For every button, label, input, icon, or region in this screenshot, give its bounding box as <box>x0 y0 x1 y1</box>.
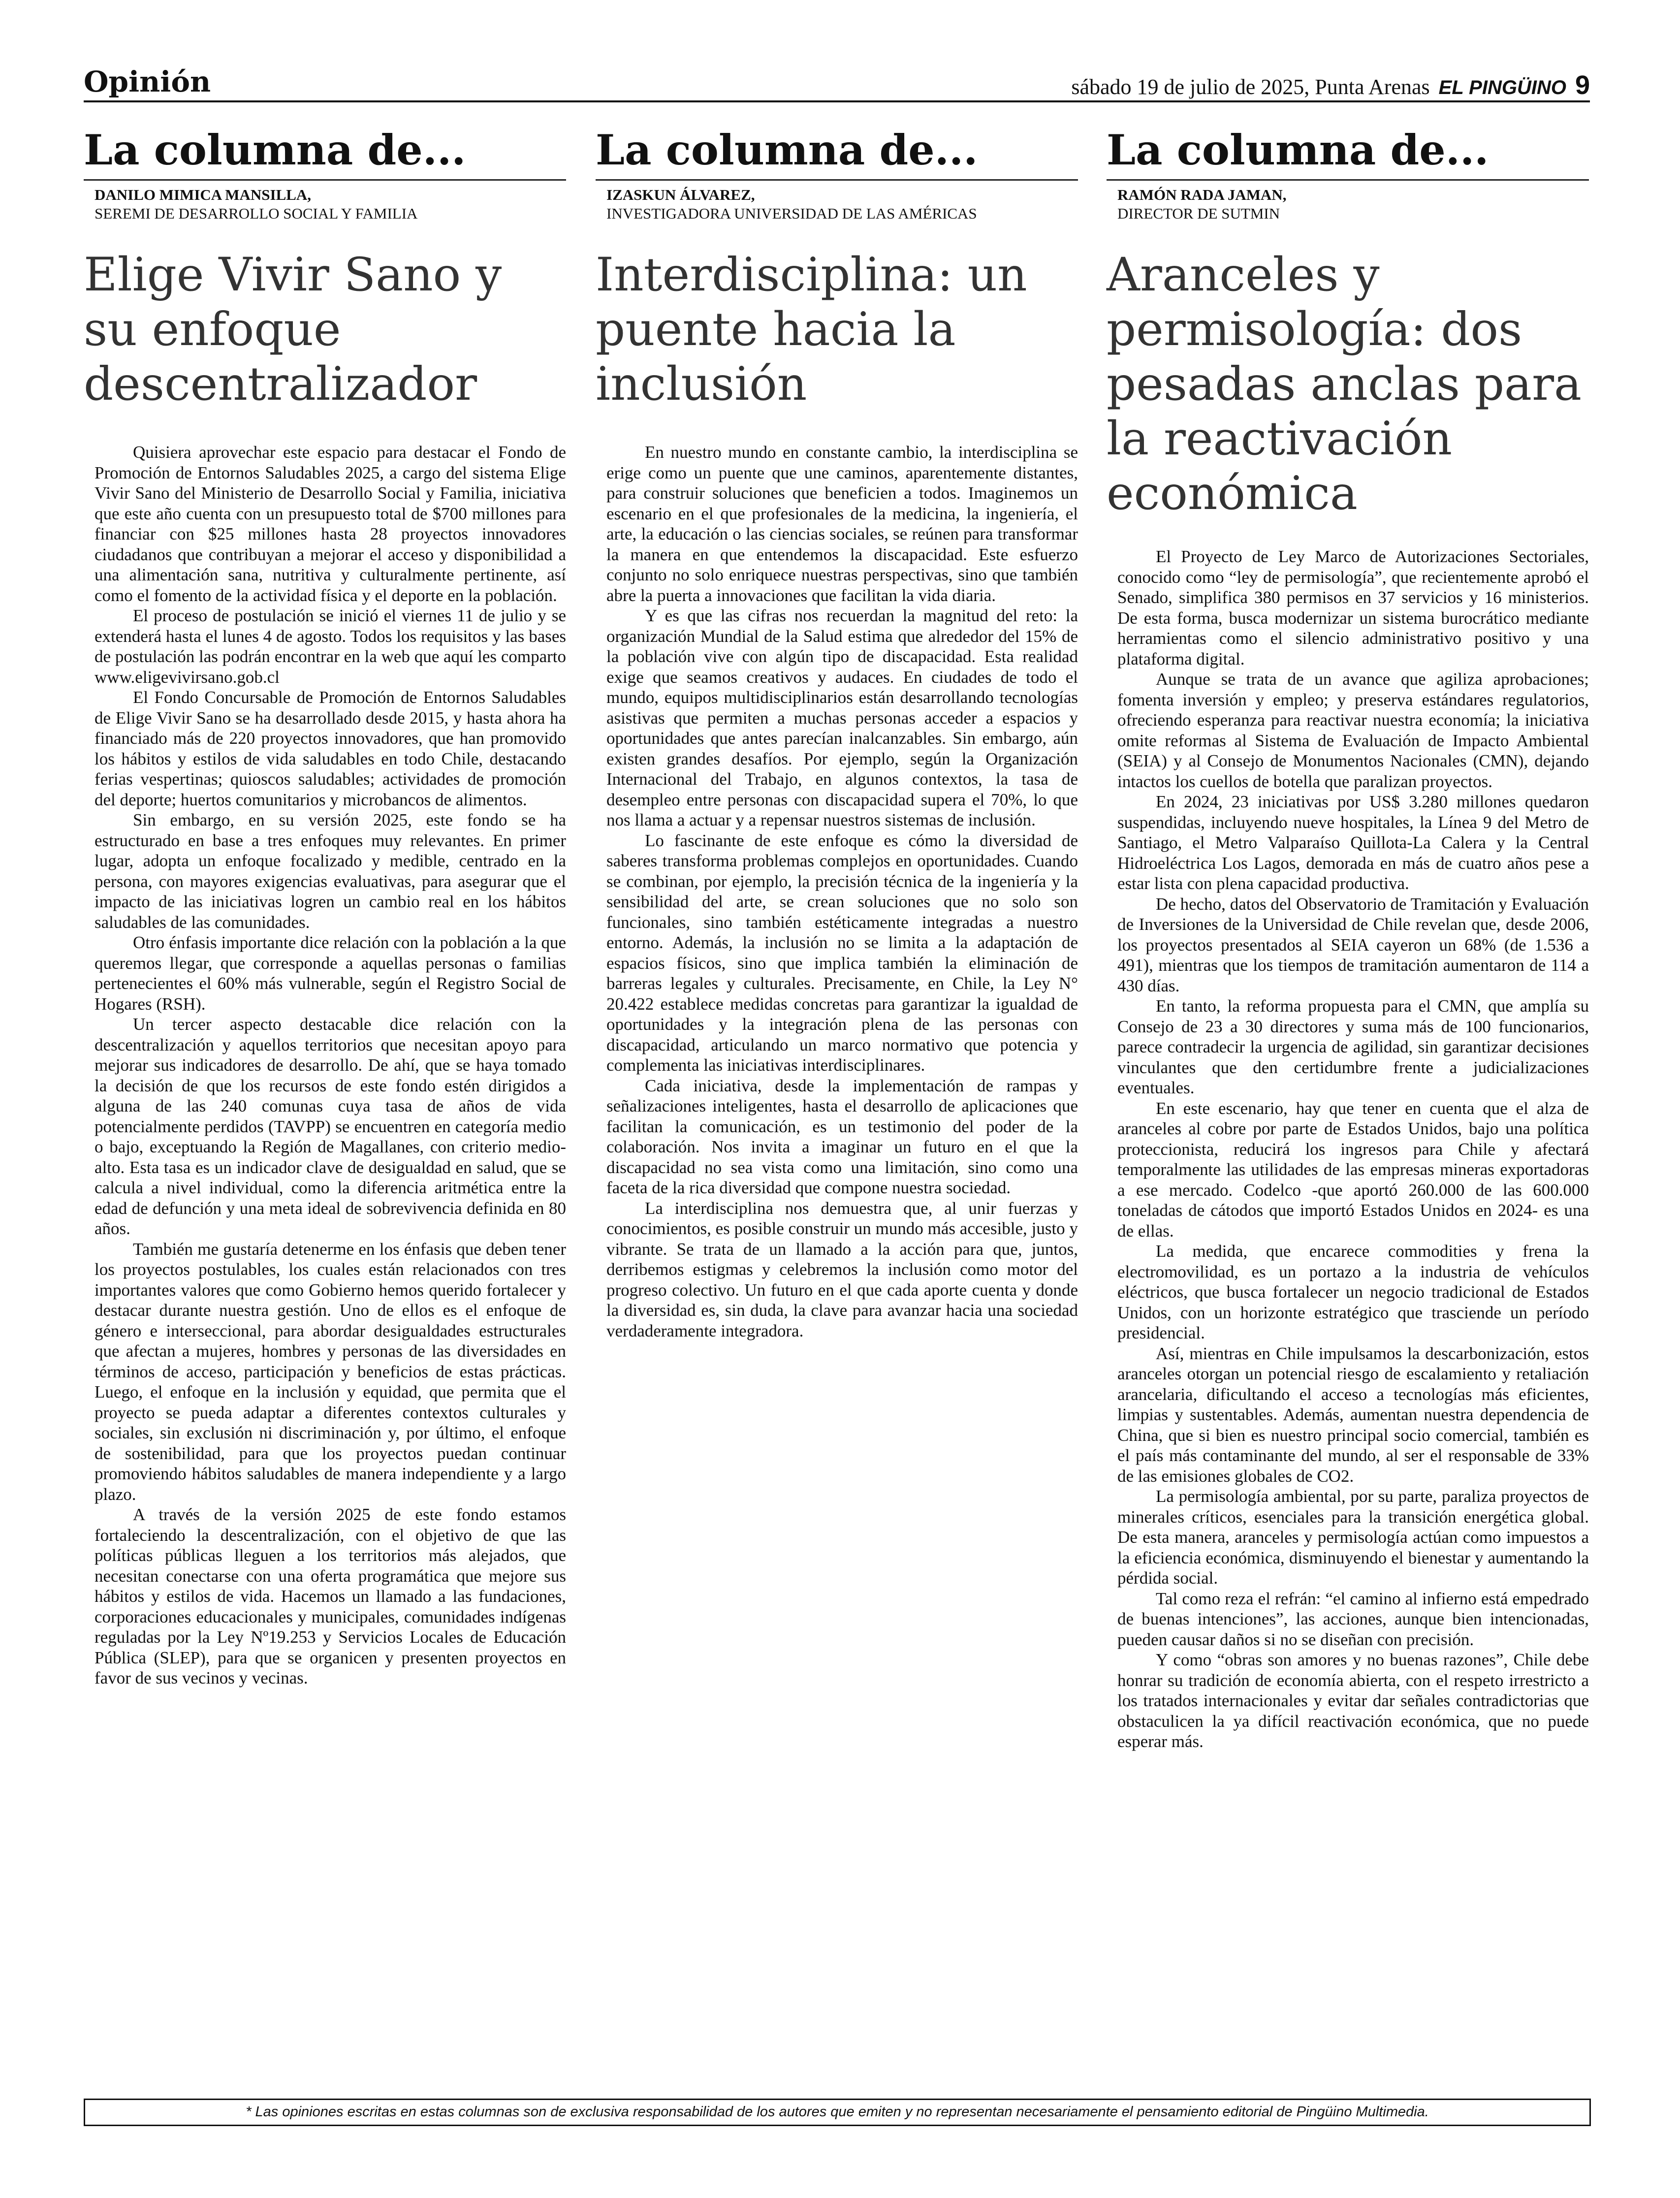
column-paragraph: También me gustaría detenerme en los énfasis que deben tener los proyectos postulables, los cuales están relacionados con tres importantes valores que como Gobierno hemos querido fortalecer y destacar durante nuestra gestión. Uno de ellos es el enfoque de género e interseccional, para abordar desigualdades estructurales que afectan a mujeres, hombres y personas de las diversidades en términos de acceso, participación y beneficios de estas prácticas. Luego, el enfoque en la inclusión y equidad, que permita que el proyecto se pueda adaptar a diferentes contextos culturales y sociales, sin exclusión ni discriminación y, por último, el enfoque de sostenibilidad, para que los proyectos puedan continuar promoviendo hábitos saludables de manera independiente y a largo plazo. <box>95 1239 566 1504</box>
column-author: DANILO MIMICA MANSILLA, <box>95 186 312 203</box>
column-author-role: DIRECTOR DE SUTMIN <box>1117 205 1280 222</box>
column-paragraph: Un tercer aspecto destacable dice relación con la descentralización y aquellos territorios que necesitan apoyo para mejorar sus indicadores de desarrollo. De ahí, que se haya tomado la decisión de que los recursos de este fondo estén dirigidos a alguna de las 240 comunas cuya tasa de años de vida potencialmente perdidos (TAVPP) se encuentren en categoría medio o bajo, exceptuando la Región de Magallanes, con criterio medio-alto. Esta tasa es un indicador clave de desigualdad en salud, que se calcula a nivel individual, como la diferencia aritmética entre la edad de defunción y una meta ideal de sobrevivencia definida en 80 años. <box>95 1015 566 1238</box>
column-paragraph: Otro énfasis importante dice relación con la población a la que queremos llegar, que corresponde a aquellas personas o familias pertenecientes el 60% más vulnerable, según el Registro Social de Hogares (RSH). <box>95 933 566 1014</box>
page-number: 9 <box>1575 70 1590 100</box>
column-author: RAMÓN RADA JAMAN, <box>1117 186 1287 203</box>
column-paragraph: Tal como reza el refrán: “el camino al infierno está empedrado de buenas intenciones”, las acciones, aunque bien intencionadas, pueden causar daños si no se diseñan con precisión. <box>1117 1589 1589 1649</box>
column-paragraph: El proceso de postulación se inició el viernes 11 de julio y se extenderá hasta el lunes 4 de agosto. Todos los requisitos y las bases de postulación las podrán encontrar en la web que aquí les comparto www.eligevivirsano.gob.cl <box>95 606 566 687</box>
column-paragraph: Así, mientras en Chile impulsamos la descarbonización, estos aranceles otorgan un potencial riesgo de escalamiento y retaliación arancelaria, dificultando el acceso a tecnologías más eficientes, limpias y sustentables. Además, aumentan nuestra dependencia de China, que si bien es nuestro principal socio comercial, también es el país más contaminante del mundo, al ser el responsable de 33% de las emisiones globales de CO2. <box>1117 1343 1589 1486</box>
column-title: Interdisciplina: un puente hacia la inclusión <box>596 248 1027 411</box>
column-body <box>606 442 1078 1341</box>
column-paragraph: Aunque se trata de un avance que agiliza aprobaciones; fomenta inversión y empleo; y preserva estándares regulatorios, ofreciendo esperanza para reactivar nuestra economía; la iniciativa omite reformas al Sistema de Evaluación de Impacto Ambiental (SEIA) y al Consejo de Monumentos Nacionales (CMN), dejando intactos los cuellos de botella que paralizan proyectos. <box>1117 669 1589 791</box>
column-body <box>1117 546 1589 1752</box>
column-paragraph: La medida, que encarece commodities y frena la electromovilidad, es un portazo a la industria de vehículos eléctricos, que busca fortalecer un negocio tradicional de Estados Unidos, con un horizonte estratégico que trasciende un período presidencial. <box>1117 1242 1589 1342</box>
column-paragraph: Y como “obras son amores y no buenas razones”, Chile debe honrar su tradición de economía abierta, con el respeto irrestricto a los tratados internacionales y evitar dar señales contradictorias que obstaculicen la ya difícil reactivación económica, que no puede esperar más. <box>1117 1650 1589 1751</box>
column-paragraph: La permisología ambiental, por su parte, paraliza proyectos de minerales críticos, esenciales para la transición energética global. De esta manera, aranceles y permisología actúan como impuestos a la eficiencia económica, disminuyendo el bienestar y aumentando la pérdida social. <box>1117 1487 1589 1588</box>
column-paragraph: Quisiera aprovechar este espacio para destacar el Fondo de Promoción de Entornos Saludables 2025, a cargo del sistema Elige Vivir Sano del Ministerio de Desarrollo Social y Familia, iniciativa que este año cuenta con un presupuesto total de $700 millones para financiar con $25 millones hasta 28 proyectos innovadores ciudadanos que contribuyan a mejorar el acceso y disponibilidad a una alimentación sana, nutritiva y culturalmente pertinente, así como el fomento de la actividad física y el deporte en la población. <box>95 443 566 605</box>
column-paragraph: Sin embargo, en su versión 2025, este fondo se ha estructurado en base a tres enfoques muy relevantes. En primer lugar, adopta un enfoque focalizado y medible, centrado en la persona, con mayores exigencias evaluativas, para asegurar que el impacto de las iniciativas logren un cambio real en los hábitos saludables de las comunidades. <box>95 810 566 932</box>
column-paragraph: En tanto, la reforma propuesta para el CMN, que amplía su Consejo de 23 a 30 directores y suma más de 100 funcionarios, parece contradecir la urgencia de agilidad, sin garantizar decisiones vinculantes que den certidumbre frente a judicializaciones eventuales. <box>1117 996 1589 1097</box>
column-title: Elige Vivir Sano y su enfoque descentralizador <box>84 248 502 411</box>
column-paragraph: Cada iniciativa, desde la implementación de rampas y señalizaciones inteligentes, hasta el desarrollo de aplicaciones que facilitan la comunicación, es un testimonio del poder de la colaboración. Nos invita a imaginar un futuro en el que la discapacidad no sea vista como una limitación, sino como una faceta de la rica diversidad que compone nuestra sociedad. <box>606 1076 1078 1197</box>
dateline: sábado 19 de julio de 2025, Punta Arenas <box>1071 75 1430 99</box>
column-kicker: La columna de... <box>1107 123 1589 181</box>
column-paragraph: En 2024, 23 iniciativas por US$ 3.280 millones quedaron suspendidas, incluyendo nueve hospitales, la Línea 9 del Metro de Santiago, el Metro Valparaíso Quillota-La Calera y la Central Hidroeléctrica Los Lagos, demorada en más de cuatro años pese a estar lista con plena capacidad productiva. <box>1117 792 1589 893</box>
column-2 <box>596 123 1078 1341</box>
column-1 <box>84 123 566 1688</box>
column-paragraph: Lo fascinante de este enfoque es cómo la diversidad de saberes transforma problemas complejos en oportunidades. Cuando se combinan, por ejemplo, la precisión técnica de la ingeniería y la sensibilidad del arte, se crean soluciones que no solo son funcionales, sino también estéticamente integradas a nuestro entorno. Además, la inclusión no se limita a la adaptación de espacios físicos, sino que implica también la eliminación de barreras legales y culturales. Precisamente, en Chile, la Ley N° 20.422 establece medidas concretas para garantizar la igualdad de oportunidades y la integración plena de las personas con discapacidad, articulando un marco normativo que potencia y complementa las iniciativas interdisciplinares. <box>606 830 1078 1075</box>
newspaper-logo: EL PINGÜINO <box>1438 77 1566 98</box>
column-paragraph: De hecho, datos del Observatorio de Tramitación y Evaluación de Inversiones de la Universidad de Chile revelan que, desde 2006, los proyectos presentados al SEIA cayeron un 68% (de 1.536 a 491), mientras que los tiempos de tramitación aumentaron de 114 a 430 días. <box>1117 894 1589 995</box>
column-paragraph: El Proyecto de Ley Marco de Autorizaciones Sectoriales, conocido como “ley de permisología”, que recientemente aprobó el Senado, simplifica 380 permisos en 37 servicios y 16 ministerios. De esta forma, busca modernizar un sistema burocrático mediante herramientas como el silencio administrativo positivo y una plataforma digital. <box>1117 547 1589 669</box>
column-paragraph: El Fondo Concursable de Promoción de Entornos Saludables de Elige Vivir Sano se ha desarrollado desde 2015, y hasta ahora ha financiado más de 220 proyectos innovadores, que han promovido los hábitos y estilos de vida saludables en todo Chile, destacando ferias vespertinas; quioscos saludables; actividades de promoción del deporte; huertos comunitarios y microbancos de alimentos. <box>95 688 566 809</box>
column-paragraph: En nuestro mundo en constante cambio, la interdisciplina se erige como un puente que une caminos, aparentemente distantes, para construir soluciones que beneficien a todos. Imaginemos un escenario en el que profesionales de la medicina, la ingeniería, el arte, la educación o las ciencias sociales, se reúnen para transformar la manera en que entendemos la discapacidad. Este esfuerzo conjunto no solo enriquece nuestras perspectivas, sino que también abre la puerta a innovaciones que facilitan la vida diaria. <box>606 443 1078 605</box>
column-paragraph: La interdisciplina nos demuestra que, al unir fuerzas y conocimientos, es posible construir un mundo más accesible, justo y vibrante. Se trata de un llamado a la acción para que, juntos, derribemos estigmas y celebremos la inclusión como motor del progreso colectivo. Un futuro en el que cada aporte cuenta y donde la diversidad es, sin duda, la clave para avanzar hacia una sociedad verdaderamente integradora. <box>606 1198 1078 1340</box>
column-author: IZASKUN ÁLVAREZ, <box>606 186 755 203</box>
column-paragraph: A través de la versión 2025 de este fondo estamos fortaleciendo la descentralización, con el objetivo de que las políticas públicas lleguen a los territorios más alejados, que necesitan conectarse con una oferta programática que mejore sus hábitos y estilos de vida. Hacemos un llamado a las fundaciones, corporaciones educacionales y municipales, comunidades indígenas reguladas por la Ley Nº19.253 y Servicios Locales de Educación Pública (SLEP), para que se organicen y presenten proyectos en favor de sus vecinos y vecinas. <box>95 1505 566 1688</box>
column-author-role: SEREMI DE DESARROLLO SOCIAL Y FAMILIA <box>95 205 418 222</box>
page-header <box>84 61 1590 102</box>
column-kicker: La columna de... <box>596 123 1078 181</box>
column-paragraph: En este escenario, hay que tener en cuenta que el alza de aranceles al cobre por parte de Estados Unidos, bajo una política proteccionista, reducirá los ingresos para Chile y afectará temporalmente las utilidades de las empresas mineras exportadoras a ese mercado. Codelco -que aportó 260.000 de las 600.000 toneladas de cátodos que importó Estados Unidos en 2024- es una de ellas. <box>1117 1098 1589 1241</box>
column-body <box>95 442 566 1688</box>
section-title: Opinión <box>84 65 211 98</box>
disclaimer-footer: * Las opiniones escritas en estas columnas son de exclusiva responsabilidad de los autores que emiten y no representan necesariamente el pensamiento editorial de Pingüino Multimedia. <box>84 2099 1591 2126</box>
column-kicker: La columna de... <box>84 123 566 181</box>
column-paragraph: Y es que las cifras nos recuerdan la magnitud del reto: la organización Mundial de la Salud estima que alrededor del 15% de la población vive con algún tipo de discapacidad. Esta realidad exige que seamos creativos y audaces. En ciudades de todo el mundo, equipos multidisciplinarios están desarrollando tecnologías asistivas que permiten a muchas personas acceder a espacios y oportunidades que antes parecían inalcanzables. Sin embargo, aún existen grandes desafíos. Por ejemplo, según la Organización Internacional del Trabajo, en algunos contextos, la tasa de desempleo entre personas con discapacidad supera el 70%, lo que nos llama a actuar y a repensar nuestros sistemas de inclusión. <box>606 606 1078 829</box>
column-3 <box>1107 123 1589 1752</box>
column-author-role: INVESTIGADORA UNIVERSIDAD DE LAS AMÉRICAS <box>606 205 977 222</box>
column-title: Aranceles y permisología: dos pesadas anclas para la reactivación económica <box>1107 248 1582 520</box>
header-right <box>1071 70 1590 100</box>
